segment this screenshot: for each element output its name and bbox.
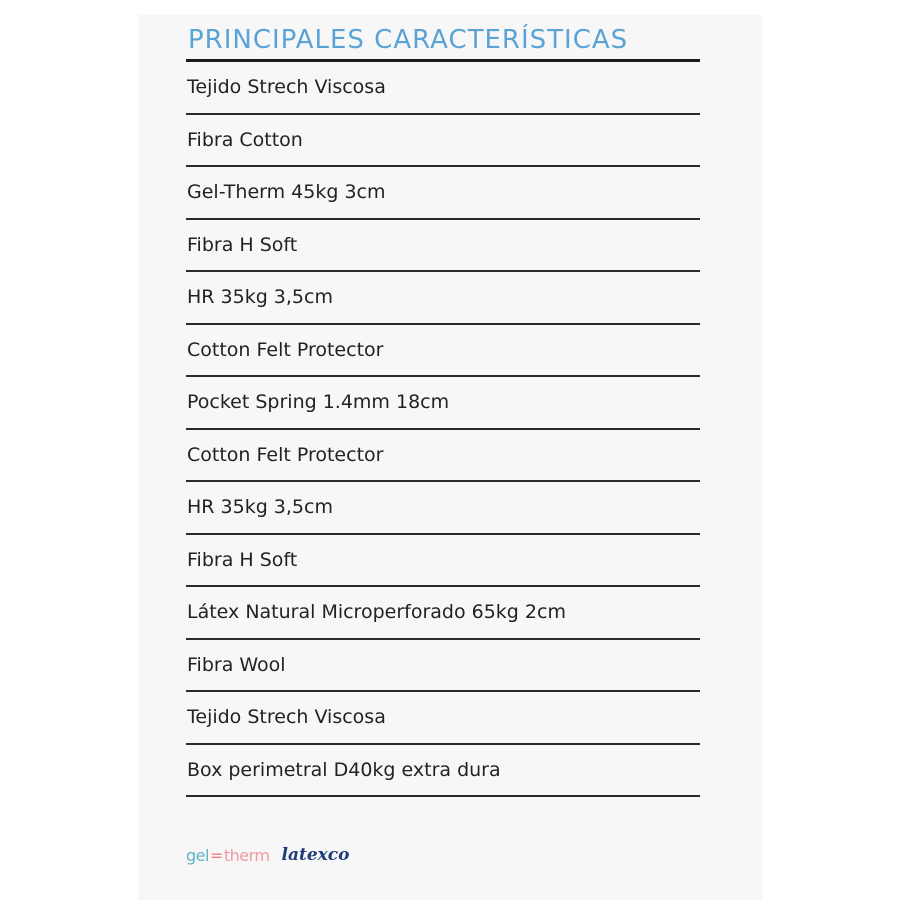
features-card: [138, 15, 762, 900]
gel-therm-logo: gel=therm: [186, 845, 270, 865]
feature-item: Tejido Strech Viscosa: [186, 692, 700, 745]
feature-item: Cotton Felt Protector: [186, 430, 700, 483]
feature-item: Fibra Cotton: [186, 115, 700, 168]
features-list: [186, 59, 700, 797]
feature-item: HR 35kg 3,5cm: [186, 272, 700, 325]
feature-item: Cotton Felt Protector: [186, 325, 700, 378]
feature-item: Pocket Spring 1.4mm 18cm: [186, 377, 700, 430]
feature-item: Fibra Wool: [186, 640, 700, 693]
feature-item: Gel-Therm 45kg 3cm: [186, 167, 700, 220]
feature-item: Fibra H Soft: [186, 535, 700, 588]
section-title: PRINCIPALES CARACTERÍSTICAS: [188, 25, 629, 55]
feature-item: HR 35kg 3,5cm: [186, 482, 700, 535]
feature-item: Box perimetral D40kg extra dura: [186, 745, 700, 798]
feature-item: Tejido Strech Viscosa: [186, 62, 700, 115]
brand-logos: [186, 845, 349, 865]
feature-item: Fibra H Soft: [186, 220, 700, 273]
feature-item: Látex Natural Microperforado 65kg 2cm: [186, 587, 700, 640]
latexco-logo: latexco: [281, 845, 350, 865]
